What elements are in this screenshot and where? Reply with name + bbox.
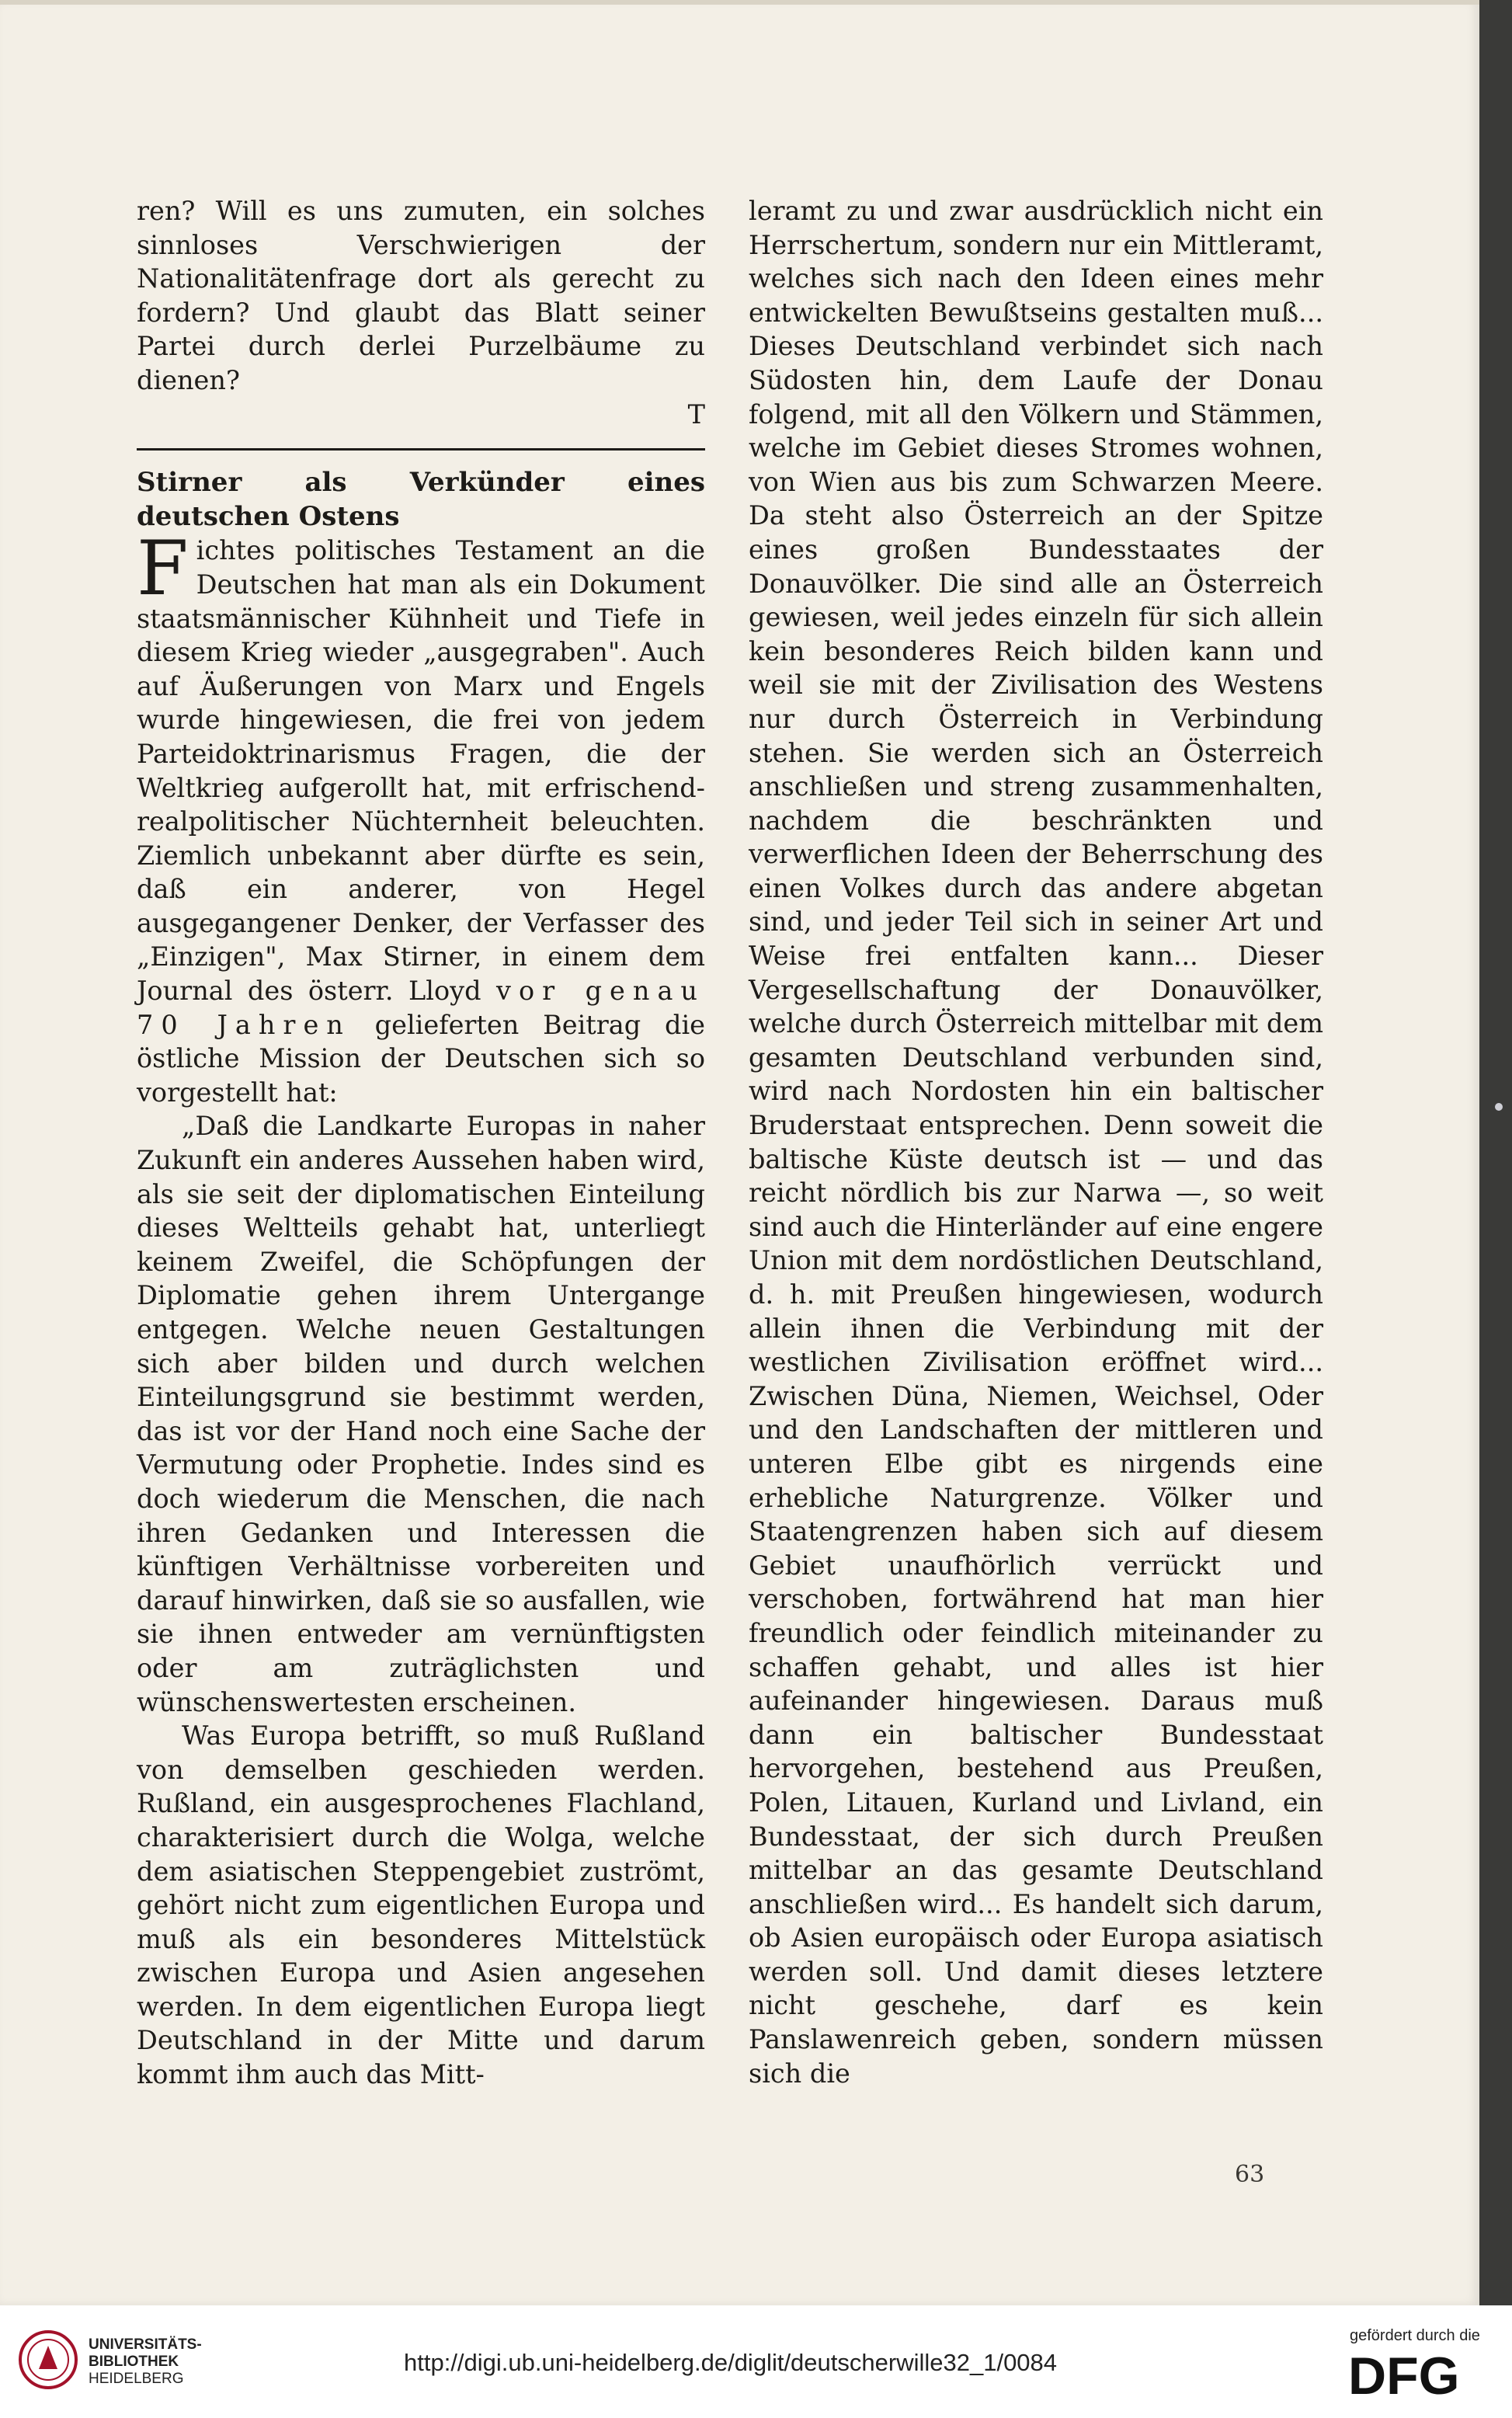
quote-continuation: leramt zu und zwar ausdrücklich nicht ein Herrschertum, sondern nur ein Mittleramt, welches sich nach den Ideen eines mehr entwickelten Bewußtseins gestalten muß... Dieses Deutschland verbindet sich nach Südosten hin, dem Laufe der Donau folgend, mit all den Völkern und Stämmen, welche im Gebiet dieses Stromes wohnen, von Wien aus bis zum Schwarzen Meere. Da steht also Österreich an der Spitze eines großen Bundesstaates der Donauvölker. Die sind alle an Österreich gewiesen, weil jedes einzeln für sich allein kein besonderes Reich bilden kann und weil sie mit der Zivilisation des Westens nur durch Österreich in Verbindung stehen. Sie werden sich an Österreich anschließen und streng zusammenhalten, nachdem die beschränkten und verwerflichen Ideen der Beherrschung des einen Volkes durch das andere abgetan sind, und jeder Teil sich in seiner Art und Weise frei entfalten kann... Dieser Vergesellschaftung der Donauvölker, welche durch Österreich mittelbar mit dem gesamten Deutschland verbunden sind, wird nach Nordosten hin ein baltischer Bruderstaat entsprechen. Denn soweit die baltische Küste deutsch ist — und das reicht nördlich bis zur Narwa —, so weit sind auch die Hinterländer auf eine engere Union mit dem nordöstlichen Deutschland, d. h. mit Preußen hingewiesen, wodurch allein ihnen die Verbindung mit der westlichen Zivilisation eröffnet wird... Zwischen Düna, Niemen, Weichsel, Oder und den Landschaften der mittleren und unteren Elbe gibt es nirgends eine erhebliche Naturgrenze. Völker und Staatengrenzen haben sich auf diesem Gebiet unaufhörlich verrückt und verschoben, fortwährend hat man hier freundlich oder feindlich miteinander zu schaffen gehabt, und alles ist hier aufeinander hingewiesen. Daraus muß dann ein baltischer Bundesstaat hervorgehen, bestehend aus Preußen, Polen, Litauen, Kurland und Livland, ein Bundesstaat, der sich durch Preußen mittelbar an das gesamte Deutschland anschließen wird... Es handelt sich darum, ob Asien europäisch oder Europa asiatisch werden soll. Und damit dieses letztere nicht geschehe, darf es kein Panslawenreich geben, sondern müssen sich die xyxy=(749,196,1323,2089)
viewer-footer xyxy=(0,2305,1512,2418)
left-column xyxy=(137,194,705,2092)
quote-paragraph-1: „Daß die Landkarte Europas in naher Zukunft ein anderes Aussehen haben wird, als sie seit der diplomatischen Einteilung dieses Weltteils gehabt hat, unterliegt keinem Zweifel, die Schöpfungen der Diplomatie gehen ihrem Untergange entgegen. Welche neuen Gestaltungen sich aber bilden und durch welchen Einteilungsgrund sie bestimmt werden, das ist vor der Hand noch eine Sache der Vermutung oder Prophetie. Indes sind es doch wiederum die Menschen, die nach ihren Gedanken und Interessen die künftigen Verhältnisse vorbereiten und darauf hinwirken, daß sie so ausfallen, wie sie ihnen entweder am vernünftigsten oder am zuträglichsten und wünschenswertesten erscheinen. xyxy=(137,1111,705,1717)
drop-cap: F xyxy=(137,525,189,613)
page-number: 63 xyxy=(1235,2161,1265,2188)
continuation-paragraph: ren? Will es uns zumuten, ein solches sinnloses Verschwierigen der Nationalitätenfrage dort als gerecht zu fordern? Und glaubt das Blatt seiner Partei durch derlei Purzelbäume zu dienen? xyxy=(137,196,705,395)
page-top-edge xyxy=(0,0,1479,5)
university-seal-icon xyxy=(17,2329,79,2391)
permalink-url[interactable]: http://digi.ub.uni-heidelberg.de/diglit/deutscherwille32_1/0084 xyxy=(404,2349,1058,2376)
scan-artifact xyxy=(1495,1103,1503,1111)
article-paragraph-1: Fichtes politisches Testament an die Deutschen hat man als ein Dokument staatsmännischer Kühnheit und Tiefe in diesem Krieg wieder „ausgegraben". Auch auf Äußerungen von Marx und Engels wurde hingewiesen, die frei von jedem Parteidoktrinarismus Fragen, die der Weltkrieg aufgerollt hat, mit erfrischend-realpolitischer Nüchternheit beleuchten. Ziemlich unbekannt aber dürfte es sein, daß ein anderer, von Hegel ausgegangener Denker, der Verfasser des „Einzigen", Max Stirner, in einem dem Journal des österr. Lloyd vor genau 70 Jahren gelieferten Beitrag die östliche Mission der Deutschen sich so vorgestellt hat: xyxy=(137,525,706,1108)
emphasized-text: vor genau 70 Jahren xyxy=(137,976,706,1040)
dfg-logo-icon xyxy=(1347,2349,1479,2400)
right-column xyxy=(749,194,1323,2090)
end-mark: T xyxy=(687,398,705,430)
article-heading: Stirner als Verkünder eines deutschen Ostens xyxy=(137,467,705,532)
svg-text:DFG: DFG xyxy=(1348,2349,1460,2400)
institution-name: UNIVERSITÄTS- BIBLIOTHEK HEIDELBERG xyxy=(89,2336,202,2387)
sponsor-caption: gefördert durch die xyxy=(1350,2327,1480,2344)
section-divider xyxy=(137,448,705,451)
quote-paragraph-2: Was Europa betrifft, so muß Rußland von demselben geschieden werden. Rußland, ein ausgesprochenes Flachland, charakterisiert durch die Wolga, welche dem asiatischen Steppengebiet zuströmt, gehört nicht zum eigentlichen Europa und muß als ein besonderes Mittelstück zwischen Europa und Asien angesehen werden. In dem eigentlichen Europa liegt Deutschland in der Mitte und darum kommt ihm auch das Mitt- xyxy=(137,1720,705,2090)
